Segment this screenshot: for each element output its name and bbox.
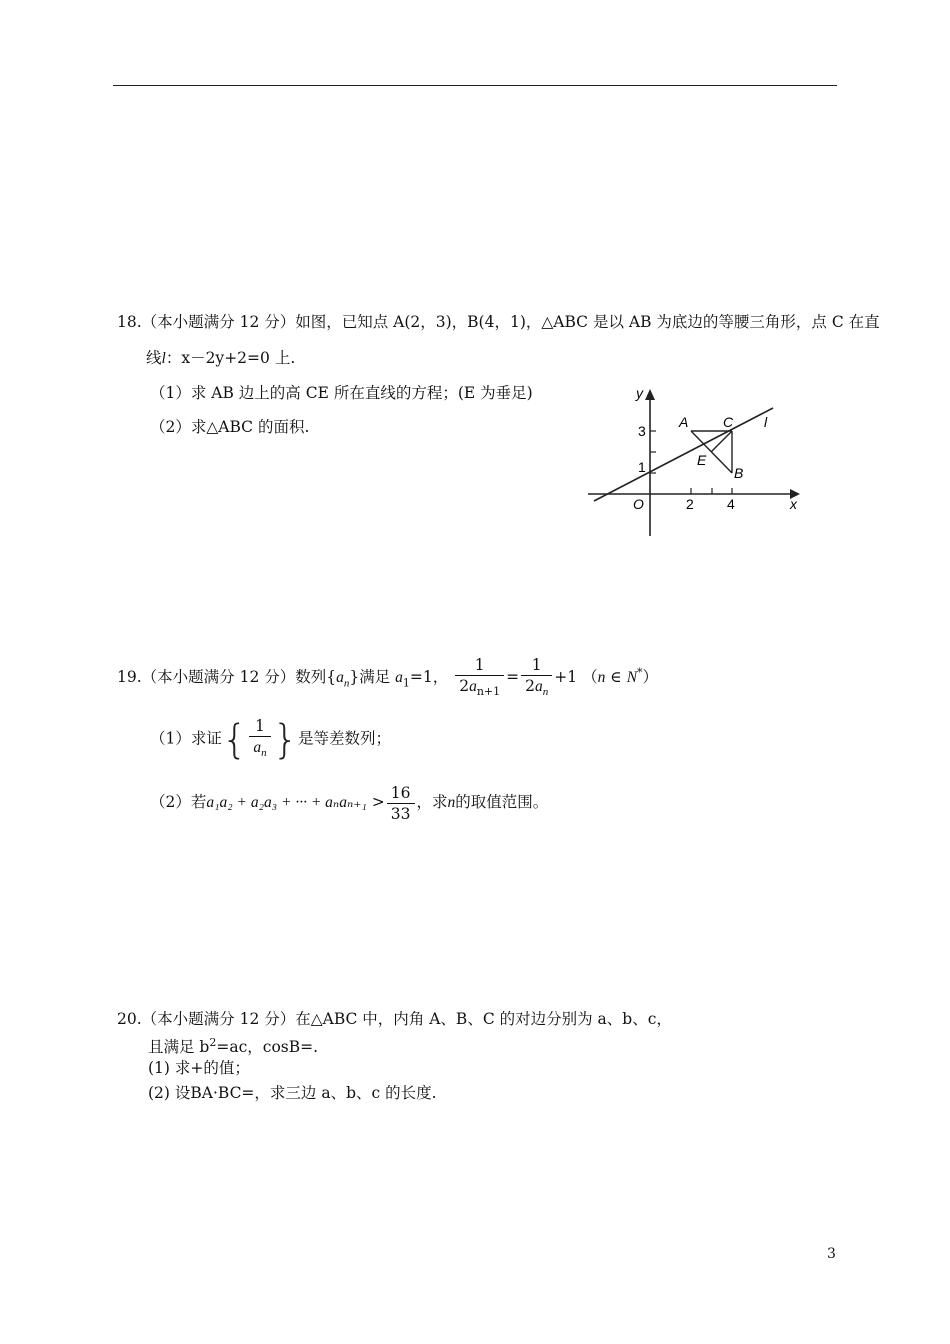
fig-tick-x-2: 2 [686, 496, 694, 512]
fig-tick-y-3: 3 [638, 423, 646, 439]
fig-point-E: E [697, 452, 707, 468]
q19-part1: （1）求证{ $\frac{1}{a_n}$ }是等差数列； [150, 716, 392, 763]
q18-line2: 线l：x－2y+2=0 上. [146, 349, 296, 367]
q18-figure [580, 380, 810, 540]
q19-part2-frac: $\frac{16}{33}$ [387, 783, 415, 824]
q18-line1: 18.（本小题满分 12 分）如图，已知点 A(2，3)，B(4，1)，△ABC 是以 AB 为底边的等腰三角形，点 C 在直 [117, 313, 880, 331]
q19-frac1: $\frac{1}{2a_{n+1}}$ [455, 655, 504, 702]
q20-part1: (1) 求+的值； [148, 1059, 250, 1077]
fig-y-label: y [636, 385, 643, 401]
q20-part2: (2) 设BA·BC=，求三边 a、b、c 的长度. [148, 1084, 437, 1102]
page-number: 3 [827, 1246, 836, 1262]
fig-x-label: x [790, 496, 797, 512]
q20-line2: 且满足 $b^2=ac$，cosB=. [148, 1036, 319, 1057]
fig-tick-y-1: 1 [638, 459, 646, 475]
q18-part2: （2）求△ABC 的面积. [150, 418, 310, 436]
fig-line-l: l [764, 414, 768, 430]
q18-part1: （1）求 AB 边上的高 CE 所在直线的方程；(E 为垂足) [150, 384, 533, 402]
q19-frac2: $\frac{1}{2a_n}$ [521, 655, 552, 702]
q19-line1: 19.（本小题满分 12 分）数列$\{a_n\}$满足 $a_1=1$， $\frac{1}{2a_{n+1}}$ = $\frac{1}{2a_n}$ +1 （n ∈ N*） [117, 651, 658, 705]
header-rule [113, 85, 837, 86]
q19-part1-frac: $\frac{1}{a_n}$ [249, 716, 270, 763]
q19-part2: （2）若a₁a₂ + a₂a₃ + ··· + aₙaₙ₊₁ > $\frac{16}{33}$ ，求n的取值范围。 [150, 783, 549, 823]
y-axis-arrow [645, 389, 655, 400]
q20-line1: 20.（本小题满分 12 分）在△ABC 中，内角 A、B、C 的对边分别为 a、b、c， [117, 1010, 672, 1028]
fig-origin: O [633, 496, 644, 512]
fig-point-A: A [679, 414, 689, 430]
fig-tick-x-4: 4 [727, 496, 735, 512]
fig-point-B: B [734, 465, 744, 481]
fig-point-C: C [723, 414, 734, 430]
